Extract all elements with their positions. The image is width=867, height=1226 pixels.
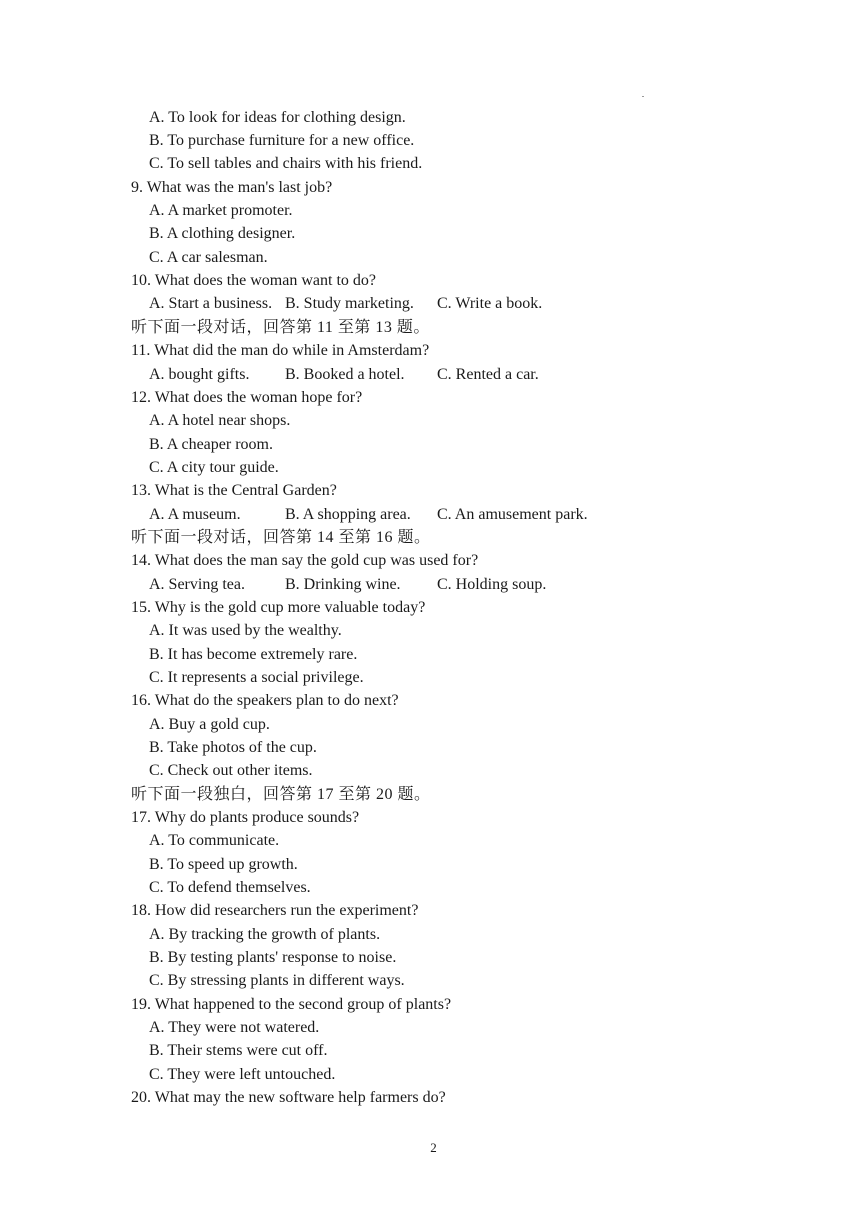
question-15: 15. Why is the gold cup more valuable today? [131, 599, 426, 616]
option-line: C. A car salesman. [149, 249, 268, 266]
option-line: B. To purchase furniture for a new office. [149, 132, 415, 149]
option-line: A. Start a business. [149, 295, 273, 312]
option-line: A. To look for ideas for clothing design. [149, 109, 406, 126]
option-line: B. A clothing designer. [149, 225, 296, 242]
section-instruction: 听下面一段独白，回答第 17 至第 20 题。 [131, 786, 431, 803]
question-20: 20. What may the new software help farmers do? [131, 1089, 446, 1106]
question-17: 17. Why do plants produce sounds? [131, 809, 360, 826]
option-line: C. To sell tables and chairs with his friend. [149, 155, 423, 172]
option-line: B. To speed up growth. [149, 856, 298, 873]
option-line: C. Check out other items. [149, 762, 313, 779]
option-line: C. Holding soup. [437, 576, 547, 593]
question-10: 10. What does the woman want to do? [131, 272, 376, 289]
question-19: 19. What happened to the second group of plants? [131, 996, 452, 1013]
question-18: 18. How did researchers run the experiment? [131, 902, 419, 919]
option-line: B. A shopping area. [285, 506, 411, 523]
option-line: C. Rented a car. [437, 366, 539, 383]
option-line: A. A market promoter. [149, 202, 293, 219]
option-line: A. They were not watered. [149, 1019, 320, 1036]
question-11: 11. What did the man do while in Amsterdam? [131, 342, 430, 359]
option-line: B. Study marketing. [285, 295, 414, 312]
question-16: 16. What do the speakers plan to do next? [131, 692, 399, 709]
option-line: A. Buy a gold cup. [149, 716, 270, 733]
option-line: A. By tracking the growth of plants. [149, 926, 381, 943]
option-line: C. Write a book. [437, 295, 543, 312]
option-line: A. Serving tea. [149, 576, 245, 593]
option-line: C. It represents a social privilege. [149, 669, 364, 686]
option-line: B. Their stems were cut off. [149, 1042, 328, 1059]
option-line: A. It was used by the wealthy. [149, 622, 342, 639]
option-line: C. They were left untouched. [149, 1066, 336, 1083]
option-line: A. A hotel near shops. [149, 412, 291, 429]
scan-speck [642, 96, 644, 97]
option-line: B. It has become extremely rare. [149, 646, 358, 663]
option-line: B. By testing plants' response to noise. [149, 949, 397, 966]
option-line: A. A museum. [149, 506, 241, 523]
option-line: B. Booked a hotel. [285, 366, 405, 383]
option-line: C. An amusement park. [437, 506, 588, 523]
option-line: A. To communicate. [149, 832, 280, 849]
option-line: C. By stressing plants in different ways. [149, 972, 405, 989]
option-line: B. Drinking wine. [285, 576, 401, 593]
section-instruction: 听下面一段对话，回答第 11 至第 13 题。 [131, 319, 430, 336]
option-line: C. A city tour guide. [149, 459, 279, 476]
question-14: 14. What does the man say the gold cup was used for? [131, 552, 479, 569]
question-13: 13. What is the Central Garden? [131, 482, 337, 499]
section-instruction: 听下面一段对话，回答第 14 至第 16 题。 [131, 529, 431, 546]
option-line: C. To defend themselves. [149, 879, 311, 896]
option-line: A. bought gifts. [149, 366, 250, 383]
option-line: B. Take photos of the cup. [149, 739, 317, 756]
option-line: B. A cheaper room. [149, 436, 273, 453]
question-12: 12. What does the woman hope for? [131, 389, 363, 406]
page-number: 2 [430, 1140, 437, 1155]
question-9: 9. What was the man's last job? [131, 179, 333, 196]
